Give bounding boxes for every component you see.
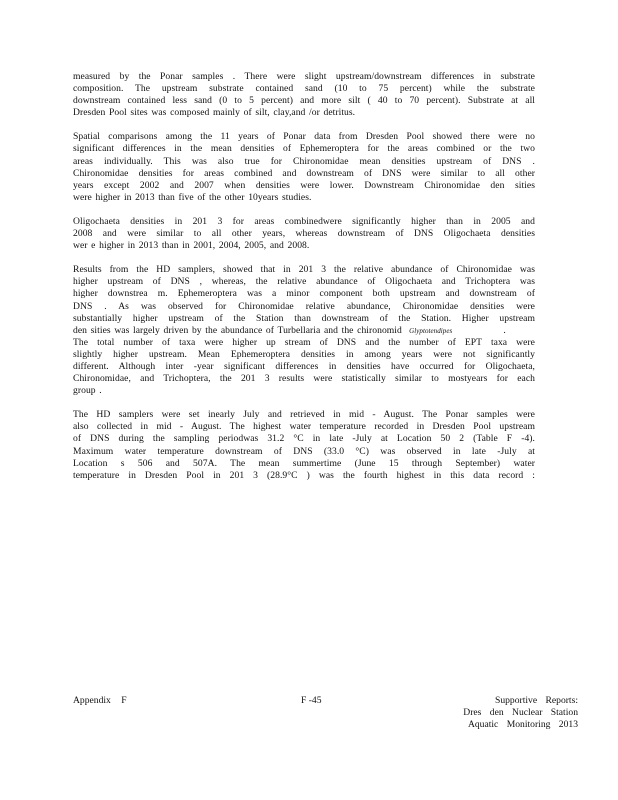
text-line: Dresden Pool sites was composed mainly of silt, clay,and /or detritus. [73, 107, 356, 119]
text-line: The total number of taxa were higher up stream of DNS and the number of EPT taxa were [73, 336, 535, 348]
paragraph-substrate [73, 71, 535, 119]
text-line: slightly higher upstream. Mean Ephemeroptera densities in among years were not significantly [73, 348, 535, 360]
text-line: also collected in mid - August. The highest water temperature recorded in Dresden Pool upstream [73, 421, 535, 433]
text-line: 2008 and were similar to all other years, whereas downstream of DNS Oligochaeta densities [73, 228, 535, 240]
footer-report-line: Supportive Reports: [494, 695, 578, 706]
page-footer [73, 695, 578, 745]
text-line-with-taxon [73, 325, 535, 337]
paragraph-hd-samplers [73, 409, 535, 482]
paragraph-hd-results [73, 264, 535, 397]
text-line: Chironomidae densities for areas combined and downstream of DNS were similar to all other [73, 167, 535, 179]
page-number: F -45 [301, 695, 322, 706]
text-line: substantially higher upstream of the Station than downstream of the Station. Higher upstream [73, 312, 535, 324]
footer-appendix-label: Appendix F [73, 695, 127, 706]
paragraph-oligochaeta [73, 216, 535, 252]
text-line: Oligochaeta densities in 201 3 for areas combinedwere significantly higher than in 2005 and [73, 215, 535, 227]
text-line: Location s 506 and 507A. The mean summertime (June 15 through September) water [73, 457, 535, 469]
text-line: Results from the HD samplers, showed that in 201 3 the relative abundance of Chironomidae was [73, 264, 535, 276]
text-line: Chironomidae, and Trichoptera, the 201 3 results were statistically similar to mostyears for each [73, 373, 535, 385]
paragraph-spatial-comparisons [73, 131, 535, 204]
text-line: wer e higher in 2013 than in 2001, 2004, 2005, and 2008. [73, 240, 310, 252]
text-line: were higher in 2013 than five of the other 10years studies. [73, 191, 312, 203]
text-line: composition. The upstream substrate contained sand (10 to 75 percent) while the substrate [73, 83, 535, 95]
body-text [73, 71, 535, 494]
text-line: different. Although inter -year significant differences in densities have occurred for Oligochaeta, [73, 360, 535, 372]
text-line: significant differences in the mean densities of Ephemeroptera for the areas combined or the two [73, 143, 535, 155]
text-line: DNS . As was observed for Chironomidae relative abundance, Chironomidae densities were [73, 300, 535, 312]
text-line: The HD samplers were set inearly July and retrieved in mid - August. The Ponar samples were [73, 409, 535, 421]
footer-report-line: Aquatic Monitoring 2013 [467, 719, 578, 730]
text-line: years except 2002 and 2007 when densities were lower. Downstream Chironomidae den sities [73, 179, 535, 191]
text-line: downstream contained less sand (0 to 5 percent) and more silt ( 40 to 70 percent). Substrate at all [73, 95, 535, 107]
text-line: areas individually. This was also true for Chironomidae mean densities upstream of DNS . [73, 155, 535, 167]
text-line: of DNS during the sampling periodwas 31.2 °C in late -July at Location 50 2 (Table F -4). [73, 433, 535, 445]
text-line: higher downstrea m. Ephemeroptera was a minor component both upstream and downstream of [73, 288, 535, 300]
text-line: group . [73, 385, 102, 397]
text-line: higher upstream of DNS , whereas, the relative abundance of Oligochaeta and Trichoptera was [73, 276, 535, 288]
footer-report-title [463, 695, 578, 731]
taxon-name: Glyptotendipes [409, 326, 453, 335]
text-line: measured by the Ponar samples . There were slight upstream/downstream differences in substrate [73, 71, 535, 82]
footer-report-line: Dres den Nuclear Station [463, 707, 578, 718]
text-line: Spatial comparisons among the 11 years of Ponar data from Dresden Pool showed there were no [73, 131, 535, 143]
text-fragment: . [503, 324, 506, 336]
text-line: temperature in Dresden Pool in 201 3 (28.9°C ) was the fourth highest in this data record : [73, 469, 535, 481]
text-line: Maximum water temperature downstream of DNS (33.0 °C) was observed in late -July at [73, 445, 535, 457]
text-fragment: den sities was largely driven by the abundance of Turbellaria and the chironomid [73, 324, 402, 336]
